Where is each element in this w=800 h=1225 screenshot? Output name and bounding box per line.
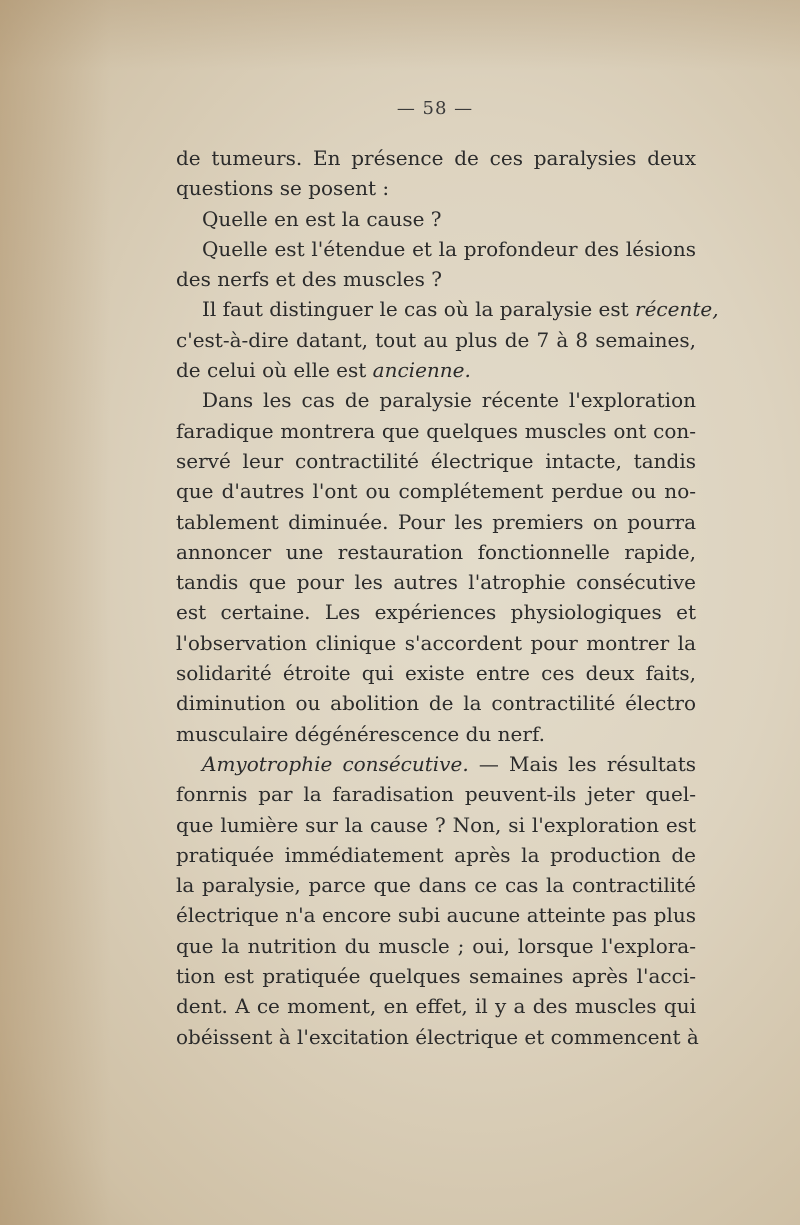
italic-term: récente, — [635, 297, 719, 322]
line-text: que lumière sur la cause ? Non, si l'exploration est — [176, 812, 696, 837]
line-text: que d'autres l'ont ou complétement perdue ou no- — [176, 479, 696, 504]
text-line — [176, 840, 696, 870]
line-text: tandis que pour les autres l'atrophie consécutive — [176, 570, 696, 595]
text-line — [176, 991, 696, 1021]
text-line — [176, 688, 696, 718]
line-text: musculaire dégénérescence du nerf. — [176, 721, 545, 746]
text-line — [176, 476, 696, 506]
line-text: de celui où elle est — [176, 358, 373, 383]
page-edge-shadow — [0, 0, 110, 1225]
line-text: Dans les cas de paralysie récente l'exploration — [202, 388, 696, 413]
text-line — [176, 900, 696, 930]
page-top-shadow — [0, 0, 800, 70]
line-text: Il faut distinguer le cas où la paralysie est — [202, 297, 636, 322]
line-text: tion est pratiquée quelques semaines après l'acci- — [176, 964, 696, 989]
line-text: faradique montrera que quelques muscles ont con- — [176, 418, 696, 443]
line-text: annoncer une restauration fonctionnelle rapide, — [176, 539, 696, 564]
text-line — [176, 355, 696, 385]
line-text: solidarité étroite qui existe entre ces deux faits, — [176, 661, 696, 686]
text-line — [176, 719, 696, 749]
text-line — [176, 1022, 699, 1052]
body-text — [176, 143, 719, 1052]
text-line — [176, 537, 696, 567]
line-text: servé leur contractilité électrique intacte, tandis — [176, 448, 696, 473]
text-line — [176, 931, 696, 961]
line-text: électrique n'a encore subi aucune atteinte pas plus — [176, 903, 696, 928]
line-text: diminution ou abolition de la contractilité électro — [176, 691, 696, 716]
text-line — [176, 204, 696, 234]
line-text: dent. A ce moment, en effet, il y a des muscles qui — [176, 994, 696, 1019]
text-line — [176, 870, 696, 900]
text-line — [176, 507, 696, 537]
text-line — [176, 779, 696, 809]
line-text: pratiquée immédiatement après la production de — [176, 842, 696, 867]
text-line — [176, 749, 696, 779]
text-line — [176, 961, 696, 991]
text-line — [176, 385, 696, 415]
text-line — [176, 628, 696, 658]
line-text: de tumeurs. En présence de ces paralysies deux — [176, 146, 696, 170]
line-text: l'observation clinique s'accordent pour montrer la — [176, 630, 696, 655]
line-text: des nerfs et des muscles ? — [176, 267, 442, 292]
text-line — [176, 658, 696, 688]
line-text: Quelle est l'étendue et la profondeur des lésions — [202, 236, 696, 261]
line-text: tablement diminuée. Pour les premiers on pourra — [176, 509, 696, 534]
line-text: que la nutrition du muscle ; oui, lorsque l'explora- — [176, 933, 696, 958]
line-text: obéissent à l'excitation électrique et commencent à — [176, 1024, 699, 1049]
text-line — [176, 234, 696, 264]
line-text: — Mais les résultats — [468, 751, 697, 776]
line-text: Quelle en est la cause ? — [202, 206, 442, 231]
text-line — [176, 416, 696, 446]
line-text: la paralysie, parce que dans ce cas la contractilité — [176, 873, 696, 898]
italic-term: ancienne. — [372, 358, 471, 383]
page-number: — 58 — — [396, 98, 474, 119]
text-line — [176, 173, 696, 203]
text-line — [176, 143, 696, 173]
text-line — [176, 325, 696, 355]
line-text: fonrnis par la faradisation peuvent-ils jeter quel- — [176, 782, 696, 807]
text-line — [176, 264, 696, 294]
line-text: est certaine. Les expériences physiologiques et — [176, 600, 696, 625]
line-text: questions se posent : — [176, 176, 390, 201]
text-line — [176, 446, 696, 476]
text-line — [176, 810, 696, 840]
text-line — [176, 567, 696, 597]
text-line — [176, 597, 696, 627]
line-text: c'est-à-dire datant, tout au plus de 7 à 8 semaines, — [176, 327, 696, 352]
text-line — [176, 294, 719, 324]
italic-heading: Amyotrophie consécutive. — [202, 751, 469, 776]
